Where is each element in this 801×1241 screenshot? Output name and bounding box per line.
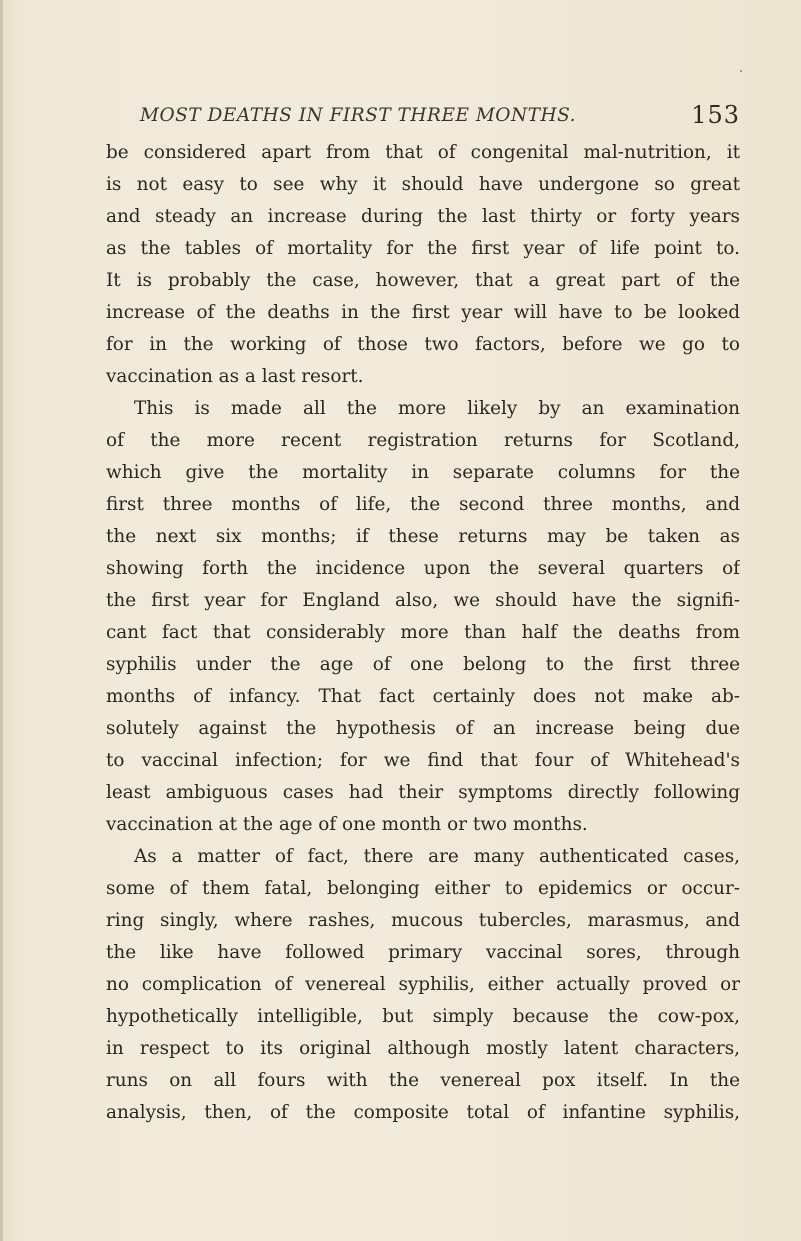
text-line: vaccination as a last resort. (106, 366, 364, 387)
text-line: is not easy to see why it should have undergone so great (106, 174, 740, 195)
running-title: MOST DEATHS IN FIRST THREE MONTHS. (140, 105, 577, 126)
text-line: As a matter of fact, there are many authenticated cases, (134, 846, 740, 867)
text-line: solutely against the hypothesis of an increase being due (106, 718, 740, 739)
text-line: some of them fatal, belonging either to epidemics or occur- (106, 878, 740, 899)
text-line: This is made all the more likely by an examination (134, 398, 740, 419)
text-line: to vaccinal infection; for we find that four of Whitehead's (106, 750, 740, 771)
text-line: It is probably the case, however, that a great part of the (106, 270, 740, 291)
text-line: of the more recent registration returns for Scotland, (106, 430, 740, 451)
text-line: in respect to its original although mostly latent characters, (106, 1038, 740, 1059)
text-line: as the tables of mortality for the first year of life point to. (106, 238, 740, 259)
text-line: first three months of life, the second three months, and (106, 494, 740, 515)
text-line: increase of the deaths in the first year will have to be looked (106, 302, 740, 323)
text-line: vaccination at the age of one month or two months. (106, 814, 588, 835)
text-line: no complication of venereal syphilis, either actually proved or (106, 974, 740, 995)
text-line: least ambiguous cases had their symptoms directly following (106, 782, 740, 803)
text-line: analysis, then, of the composite total of infantine syphilis, (106, 1102, 740, 1123)
text-line: and steady an increase during the last thirty or forty years (106, 206, 740, 227)
text-line: the next six months; if these returns may be taken as (106, 526, 740, 547)
text-line: for in the working of those two factors, before we go to (106, 334, 740, 355)
text-line: ring singly, where rashes, mucous tubercles, marasmus, and (106, 910, 740, 931)
text-line: cant fact that considerably more than half the deaths from (106, 622, 740, 643)
text-line: the like have followed primary vaccinal sores, through (106, 942, 740, 963)
text-line: showing forth the incidence upon the several quarters of (106, 558, 740, 579)
text-line: months of infancy. That fact certainly does not make ab- (106, 686, 740, 707)
print-speck (740, 70, 742, 72)
page-edge (0, 0, 3, 1241)
text-line: syphilis under the age of one belong to the first three (106, 654, 740, 675)
page-header (140, 101, 740, 133)
text-line: runs on all fours with the venereal pox itself. In the (106, 1070, 740, 1091)
text-line: which give the mortality in separate columns for the (106, 462, 740, 483)
body-text (106, 137, 740, 1129)
text-line: hypothetically intelligible, but simply because the cow-pox, (106, 1006, 740, 1027)
text-line: the first year for England also, we should have the signifi- (106, 590, 740, 611)
page-number: 153 (691, 101, 740, 129)
text-line: be considered apart from that of congenital mal-nutrition, it (106, 142, 740, 163)
